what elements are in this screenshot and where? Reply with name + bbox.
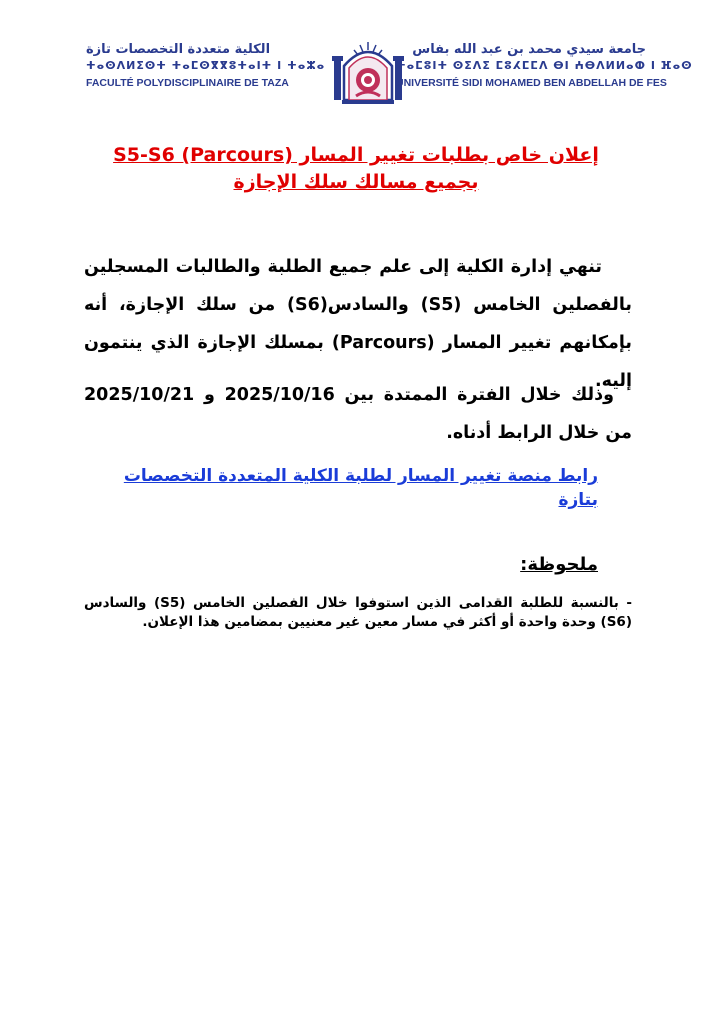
announcement-title: إعلان خاص بطلبات تغيير المسار S5-S6 (Parcours) بجميع مسالك سلك الإجازة [113, 144, 599, 193]
faculty-name-block [86, 42, 324, 90]
university-crest-icon [332, 40, 404, 106]
platform-link[interactable]: رابط منصة تغيير المسار لطلبة الكلية المتعددة التخصصات بتازة [123, 466, 598, 510]
faculty-name-arabic: الكلية متعددة التخصصات تازة [86, 42, 271, 57]
announcement-paragraph-2: وذلك خلال الفترة الممتدة بين 2025/10/16 و 2025/10/21 من خلال الرابط أدناه. [84, 385, 632, 443]
university-name-french: UNIVERSITÉ SIDI MOHAMED BEN ABDELLAH DE FES [396, 77, 667, 89]
faculty-name-french: FACULTÉ POLYDISCIPLINAIRE DE TAZA [86, 77, 289, 89]
university-name-tifinagh: ⵜⴰⵎⵓⵏⵜ ⵙⵉⴷⵉ ⵎⵓⵃⵎⵎⴷ ⴱⵏ ⵄⴱⴷⵍⵍⴰⵀ ⵏ ⴼⴰⵙ [396, 59, 693, 72]
note-text: - بالنسبة للطلبة القدامى الذين استوفوا خلال الفصلين الخامس (S5) والسادس (S6) وحدة واحدة أو أكثر في مسار معين غير معنيين بمضامين هذا الإعلان. [84, 595, 632, 630]
faculty-name-tifinagh: ⵜⴰⵙⴷⵍⵉⵙⵜ ⵜⴰⵎⵙⴳⴳⵓⵜⴰⵏⵜ ⵏ ⵜⴰⵣⴰ [86, 59, 326, 72]
note-heading: ملحوظة: [520, 554, 598, 575]
university-name-arabic: جامعة سيدي محمد بن عبد الله بفاس [412, 42, 646, 57]
announcement-paragraph-1: تنهي إدارة الكلية إلى علم جميع الطلبة والطالبات المسجلين بالفصلين الخامس (S5) والسادس(S6) من سلك الإجازة، أنه بإمكانهم تغيير المسار (Parcours) بمسلك الإجازة الذي ينتمون إليه. [84, 257, 632, 391]
university-name-block [396, 42, 693, 90]
letterhead [86, 40, 693, 102]
